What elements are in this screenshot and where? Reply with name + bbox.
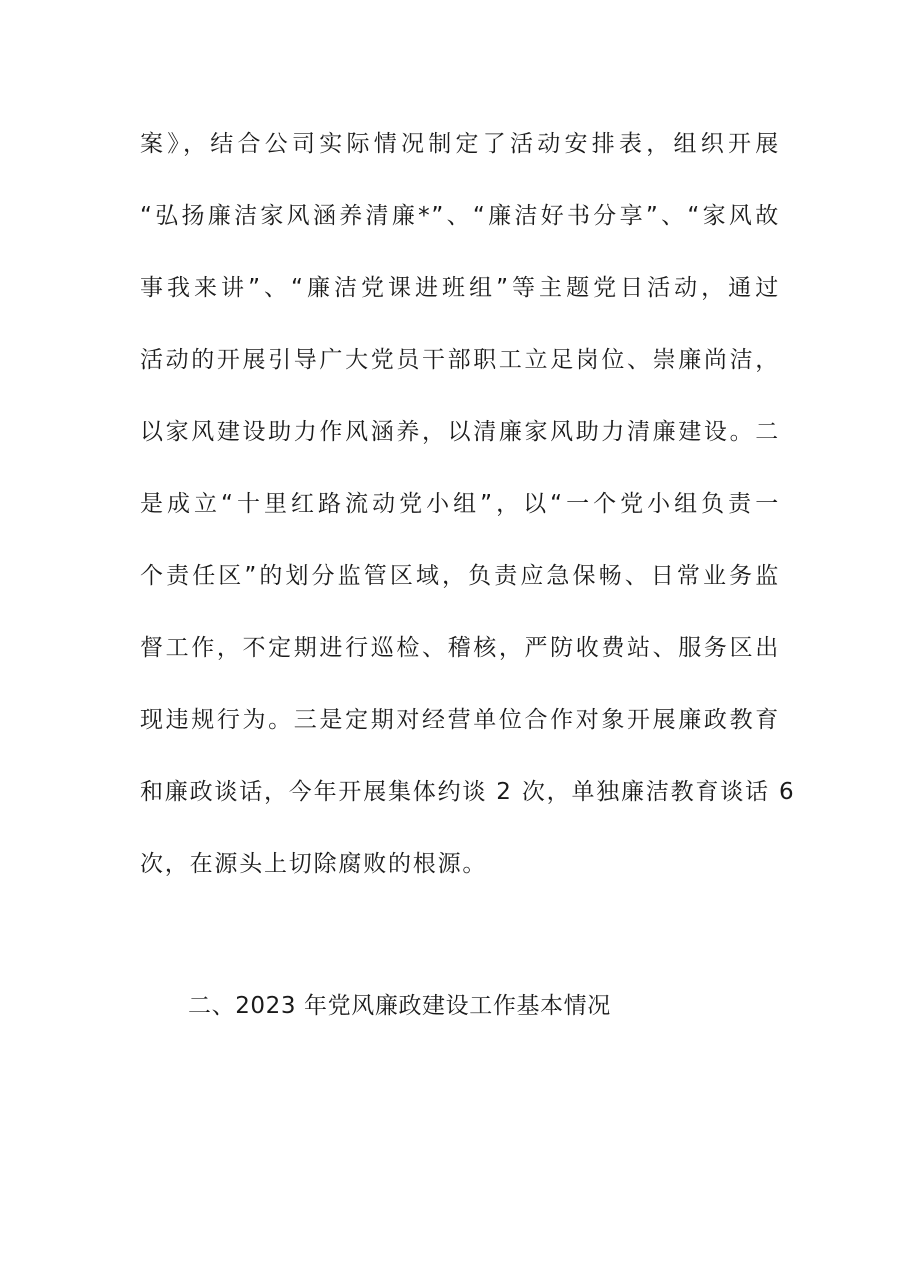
section-heading: 二、2023 年党风廉政建设工作基本情况 [188, 993, 611, 1019]
paragraph-line: 和廉政谈话，今年开展集体约谈 2 次，单独廉洁教育谈话 6 [140, 779, 796, 805]
paragraph-line: 督工作，不定期进行巡检、稽核，严防收费站、服务区出 [140, 635, 780, 661]
paragraph-line: 以家风建设助力作风涵养，以清廉家风助力清廉建设。二 [140, 419, 780, 445]
paragraph-line: 现违规行为。三是定期对经营单位合作对象开展廉政教育 [140, 707, 780, 733]
paragraph-line: “弘扬廉洁家风涵养清廉*”、“廉洁好书分享”、“家风故 [140, 203, 780, 229]
paragraph-line: 个责任区”的划分监管区域，负责应急保畅、日常业务监 [140, 563, 780, 589]
paragraph-line: 活动的开展引导广大党员干部职工立足岗位、崇廉尚洁， [140, 347, 780, 373]
body-paragraph [140, 120, 796, 912]
paragraph-line: 事我来讲”、“廉洁党课进班组”等主题党日活动，通过 [140, 275, 780, 301]
paragraph-line: 次，在源头上切除腐败的根源。 [140, 851, 488, 877]
paragraph-line: 案》，结合公司实际情况制定了活动安排表，组织开展 [140, 131, 780, 157]
paragraph-line: 是成立“十里红路流动党小组”，以“一个党小组负责一 [140, 491, 780, 517]
